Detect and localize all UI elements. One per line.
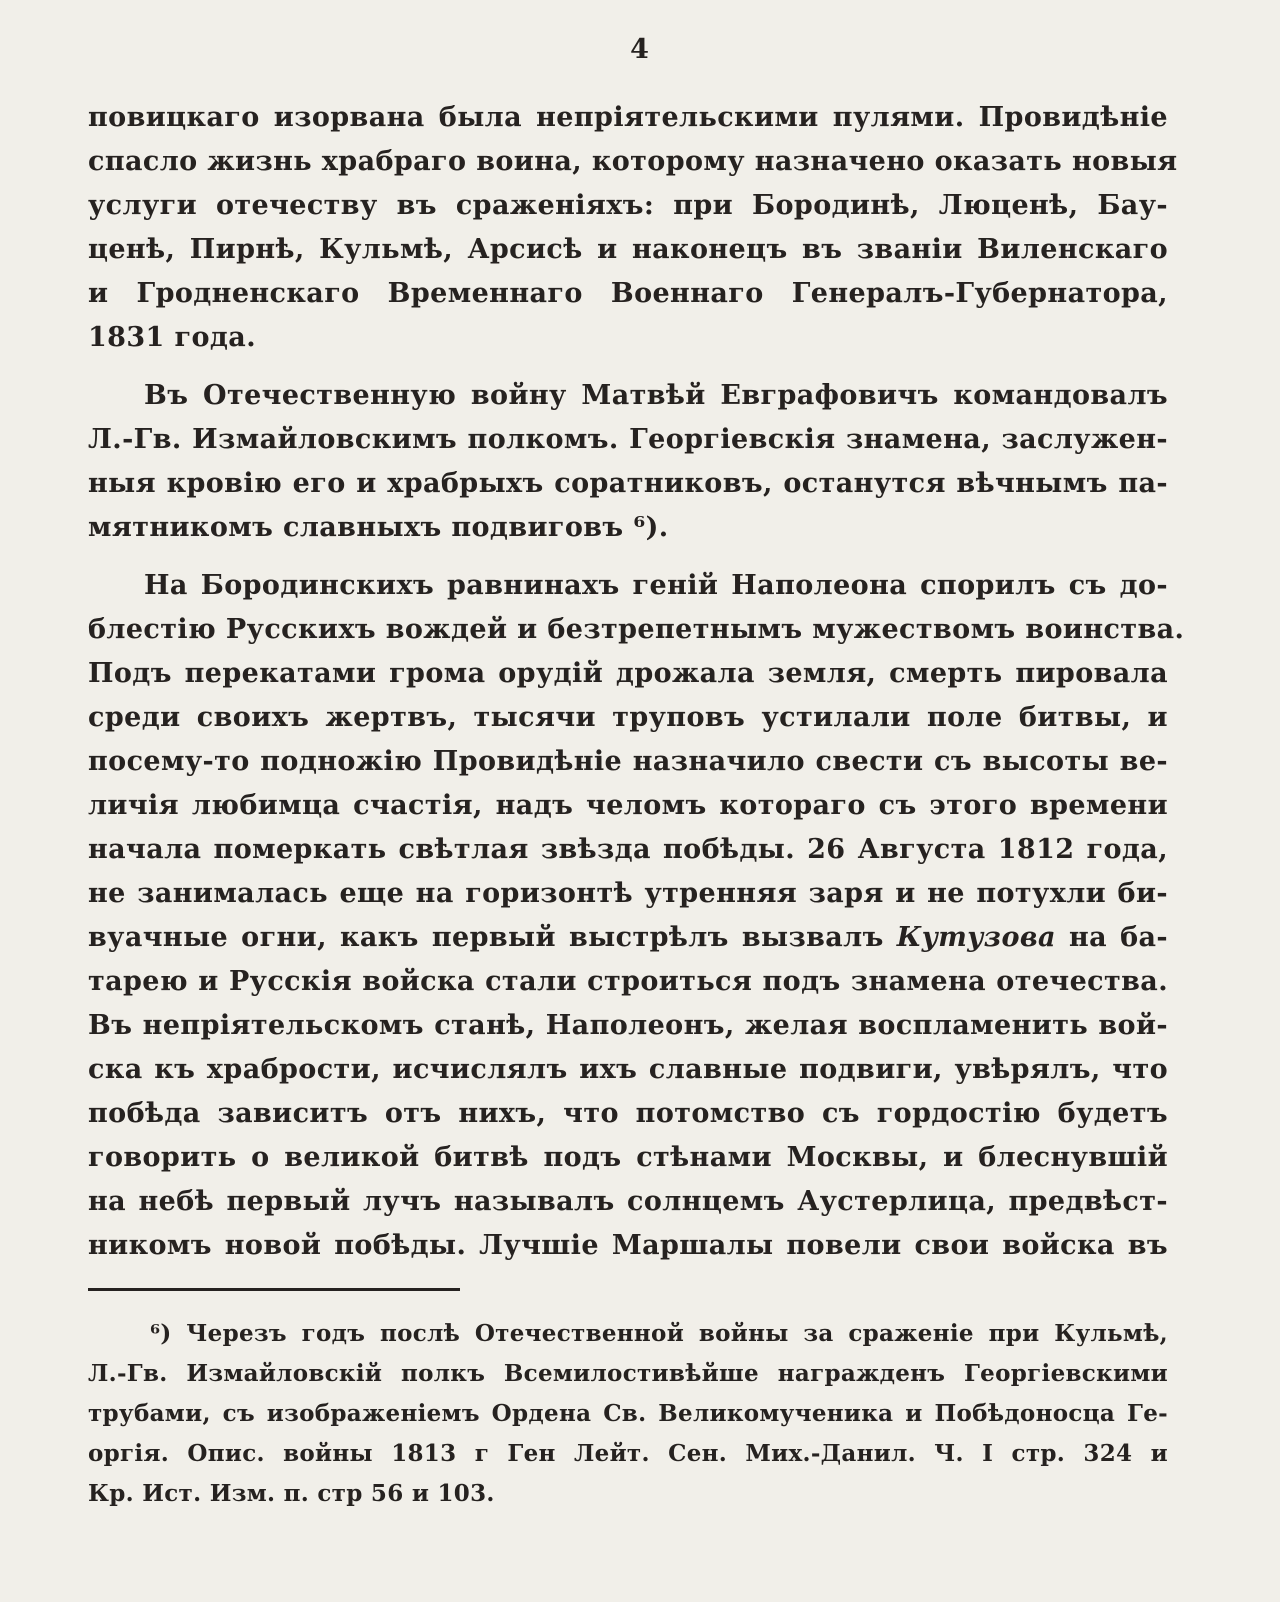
text-line: ныя кровію его и храбрыхъ соратниковъ, останутся вѣчнымъ па- bbox=[88, 468, 1168, 499]
text-line: мятникомъ славныхъ подвиговъ ⁶). bbox=[88, 512, 669, 543]
footnote-line: ⁶) Черезъ годъ послѣ Отечественной войны за сраженіе при Кульмѣ, bbox=[150, 1320, 1168, 1347]
text-line: Въ Отечественную войну Матвѣй Евграфовичъ командовалъ bbox=[144, 380, 1168, 411]
text-line: 1831 года. bbox=[88, 322, 256, 353]
footnote-line: трубами, съ изображеніемъ Ордена Св. Великомученика и Побѣдоносца Ге- bbox=[88, 1400, 1168, 1427]
text-line: Подъ перекатами грома орудій дрожала земля, смерть пировала bbox=[88, 658, 1168, 689]
paragraph bbox=[88, 96, 1178, 360]
footnote-line: оргія. Опис. войны 1813 г Ген Лейт. Сен. Мих.-Данил. Ч. I стр. 324 и bbox=[88, 1440, 1168, 1467]
footnote-line: Л.-Гв. Измайловскій полкъ Всемилостивѣйше награжденъ Георгіевскими bbox=[88, 1360, 1168, 1387]
text-segment: на ба- bbox=[1055, 922, 1168, 953]
text-line: не занималась еще на горизонтѣ утренняя заря и не потухли би- bbox=[88, 878, 1168, 909]
text-line: начала померкать свѣтлая звѣзда побѣды. 26 Августа 1812 года, bbox=[88, 834, 1168, 865]
text-line: Л.-Гв. Измайловскимъ полкомъ. Георгіевскія знамена, заслужен- bbox=[88, 424, 1168, 455]
text-line: среди своихъ жертвъ, тысячи труповъ устилали поле битвы, и bbox=[88, 702, 1168, 733]
text-line: побѣда зависитъ отъ нихъ, что потомство съ гордостію будетъ bbox=[88, 1098, 1168, 1129]
text-line: говорить о великой битвѣ подъ стѣнами Москвы, и блеснувшій bbox=[88, 1142, 1168, 1173]
body-text bbox=[88, 96, 1185, 1268]
page-number: 4 bbox=[630, 34, 650, 65]
footnote-line: Кр. Ист. Изм. п. стр 56 и 103. bbox=[88, 1480, 495, 1507]
text-line: услуги отечеству въ сраженіяхъ: при Бородинѣ, Люценѣ, Бау- bbox=[88, 190, 1168, 221]
text-line: ска къ храбрости, исчислялъ ихъ славные подвиги, увѣрялъ, что bbox=[88, 1054, 1168, 1085]
paragraph bbox=[88, 374, 1168, 550]
text-line: блестію Русскихъ вождей и безтрепетнымъ мужествомъ воинства. bbox=[88, 614, 1185, 645]
text-line: тарею и Русскія войска стали строиться подъ знамена отечества. bbox=[88, 966, 1168, 997]
footnote-rule bbox=[88, 1288, 460, 1291]
text-line: на небѣ первый лучъ называлъ солнцемъ Аустерлица, предвѣст- bbox=[88, 1186, 1168, 1217]
text-line: личія любимца счастія, надъ челомъ котораго съ этого времени bbox=[88, 790, 1168, 821]
text-line: спасло жизнь храбраго воина, которому назначено оказать новыя bbox=[88, 146, 1178, 177]
text-segment: вуачные огни, какъ первый выстрѣлъ вызвалъ bbox=[88, 922, 897, 953]
text-line bbox=[88, 916, 1168, 960]
text-line: На Бородинскихъ равнинахъ геній Наполеона спорилъ съ до- bbox=[144, 570, 1168, 601]
footnote bbox=[88, 1314, 1168, 1514]
text-line: Въ непріятельскомъ станѣ, Наполеонъ, желая воспламенить вой- bbox=[88, 1010, 1168, 1041]
text-line: повицкаго изорвана была непріятельскими пулями. Провидѣніе bbox=[88, 102, 1168, 133]
paragraph bbox=[88, 564, 1185, 1268]
text-line: ценѣ, Пирнѣ, Кульмѣ, Арсисѣ и наконецъ въ званіи Виленскаго bbox=[88, 234, 1168, 265]
text-line: никомъ новой побѣды. Лучшіе Маршалы повели свои войска въ bbox=[88, 1230, 1168, 1261]
text-line: посему-то подножію Провидѣніе назначило свести съ высоты ве- bbox=[88, 746, 1168, 777]
text-line: и Гродненскаго Временнаго Военнаго Генералъ-Губернатора, bbox=[88, 278, 1168, 309]
kutuzov-name: Кутузова bbox=[896, 922, 1056, 953]
